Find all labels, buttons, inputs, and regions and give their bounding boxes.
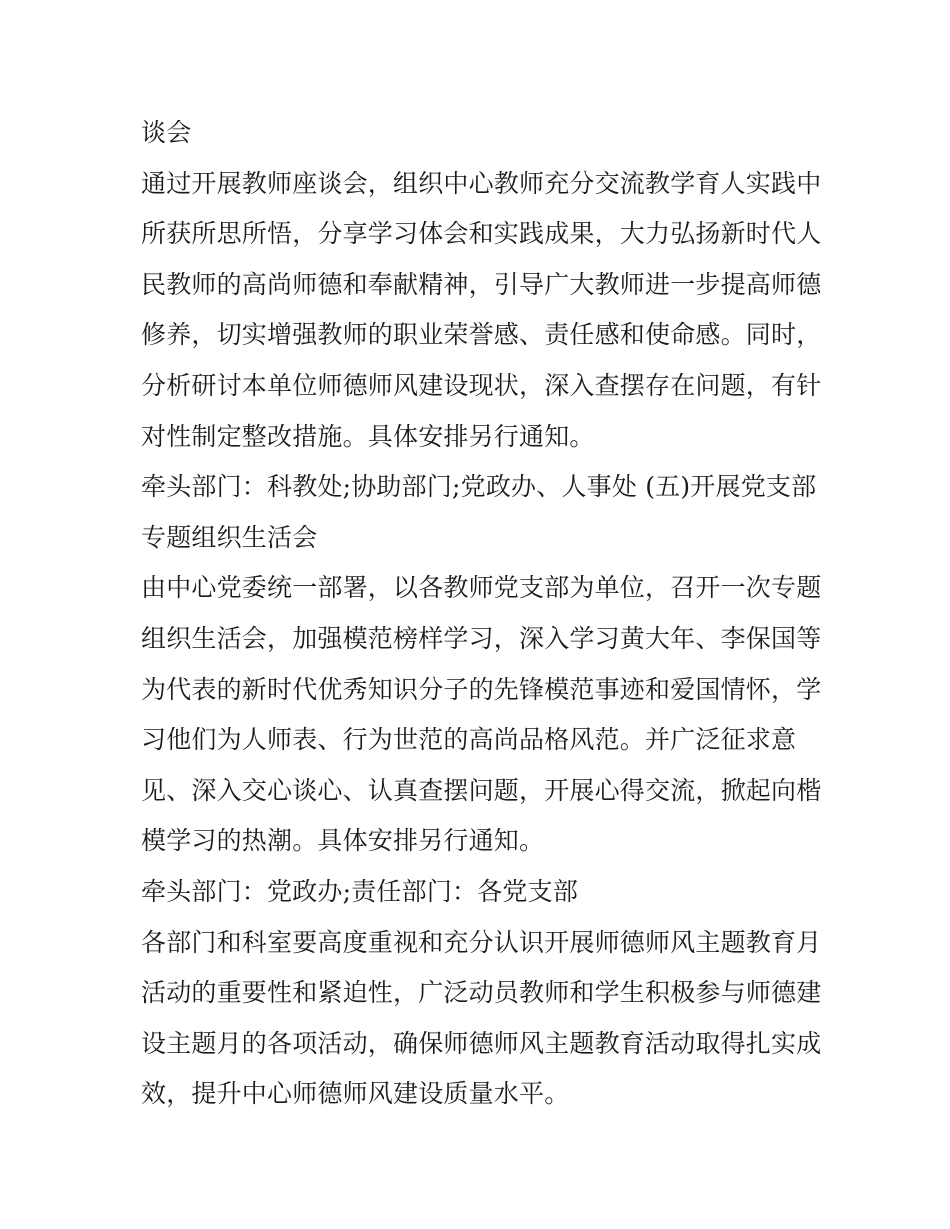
text-line: 修养，切实增强教师的职业荣誉感、责任感和使命感。同时， — [141, 320, 822, 350]
text-line: 专题组织生活会 — [141, 522, 318, 552]
text-line: 分析研讨本单位师德师风建设现状，深入查摆存在问题，有针 — [141, 370, 822, 400]
text-line: 对性制定整改措施。具体安排另行通知。 — [141, 421, 595, 451]
text-line: 通过开展教师座谈会，组织中心教师充分交流教学育人实践中 — [141, 168, 822, 198]
text-line: 牵头部门：党政办;责任部门：各党支部 — [141, 876, 579, 906]
text-line: 谈会 — [141, 118, 192, 147]
document-body — [141, 108, 821, 1120]
text-line: 设主题月的各项活动，确保师德师风主题教育活动取得扎实成 — [141, 1028, 822, 1058]
text-line: 习他们为人师表、行为世范的高尚品格风范。并广泛征求意 — [141, 725, 797, 755]
text-line: 为代表的新时代优秀知识分子的先锋模范事迹和爱国情怀，学 — [141, 674, 822, 704]
text-line: 牵头部门：科教处;协助部门;党政办、人事处 (五)开展党支部 — [141, 472, 817, 502]
text-line: 由中心党委统一部署，以各教师党支部为单位，召开一次专题 — [141, 573, 822, 603]
text-line: 活动的重要性和紧迫性，广泛动员教师和学生积极参与师德建 — [141, 978, 822, 1008]
text-line: 见、深入交心谈心、认真查摆问题，开展心得交流，掀起向楷 — [141, 775, 822, 805]
text-line: 组织生活会，加强模范榜样学习，深入学习黄大年、李保国等 — [141, 623, 822, 653]
text-line: 所获所思所悟，分享学习体会和实践成果，大力弘扬新时代人 — [141, 219, 822, 249]
text-line: 民教师的高尚师德和奉献精神，引导广大教师进一步提高师德 — [141, 269, 822, 299]
text-line: 各部门和科室要高度重视和充分认识开展师德师风主题教育月 — [141, 927, 822, 957]
text-line: 模学习的热潮。具体安排另行通知。 — [141, 826, 545, 856]
text-line: 效，提升中心师德师风建设质量水平。 — [141, 1079, 570, 1109]
